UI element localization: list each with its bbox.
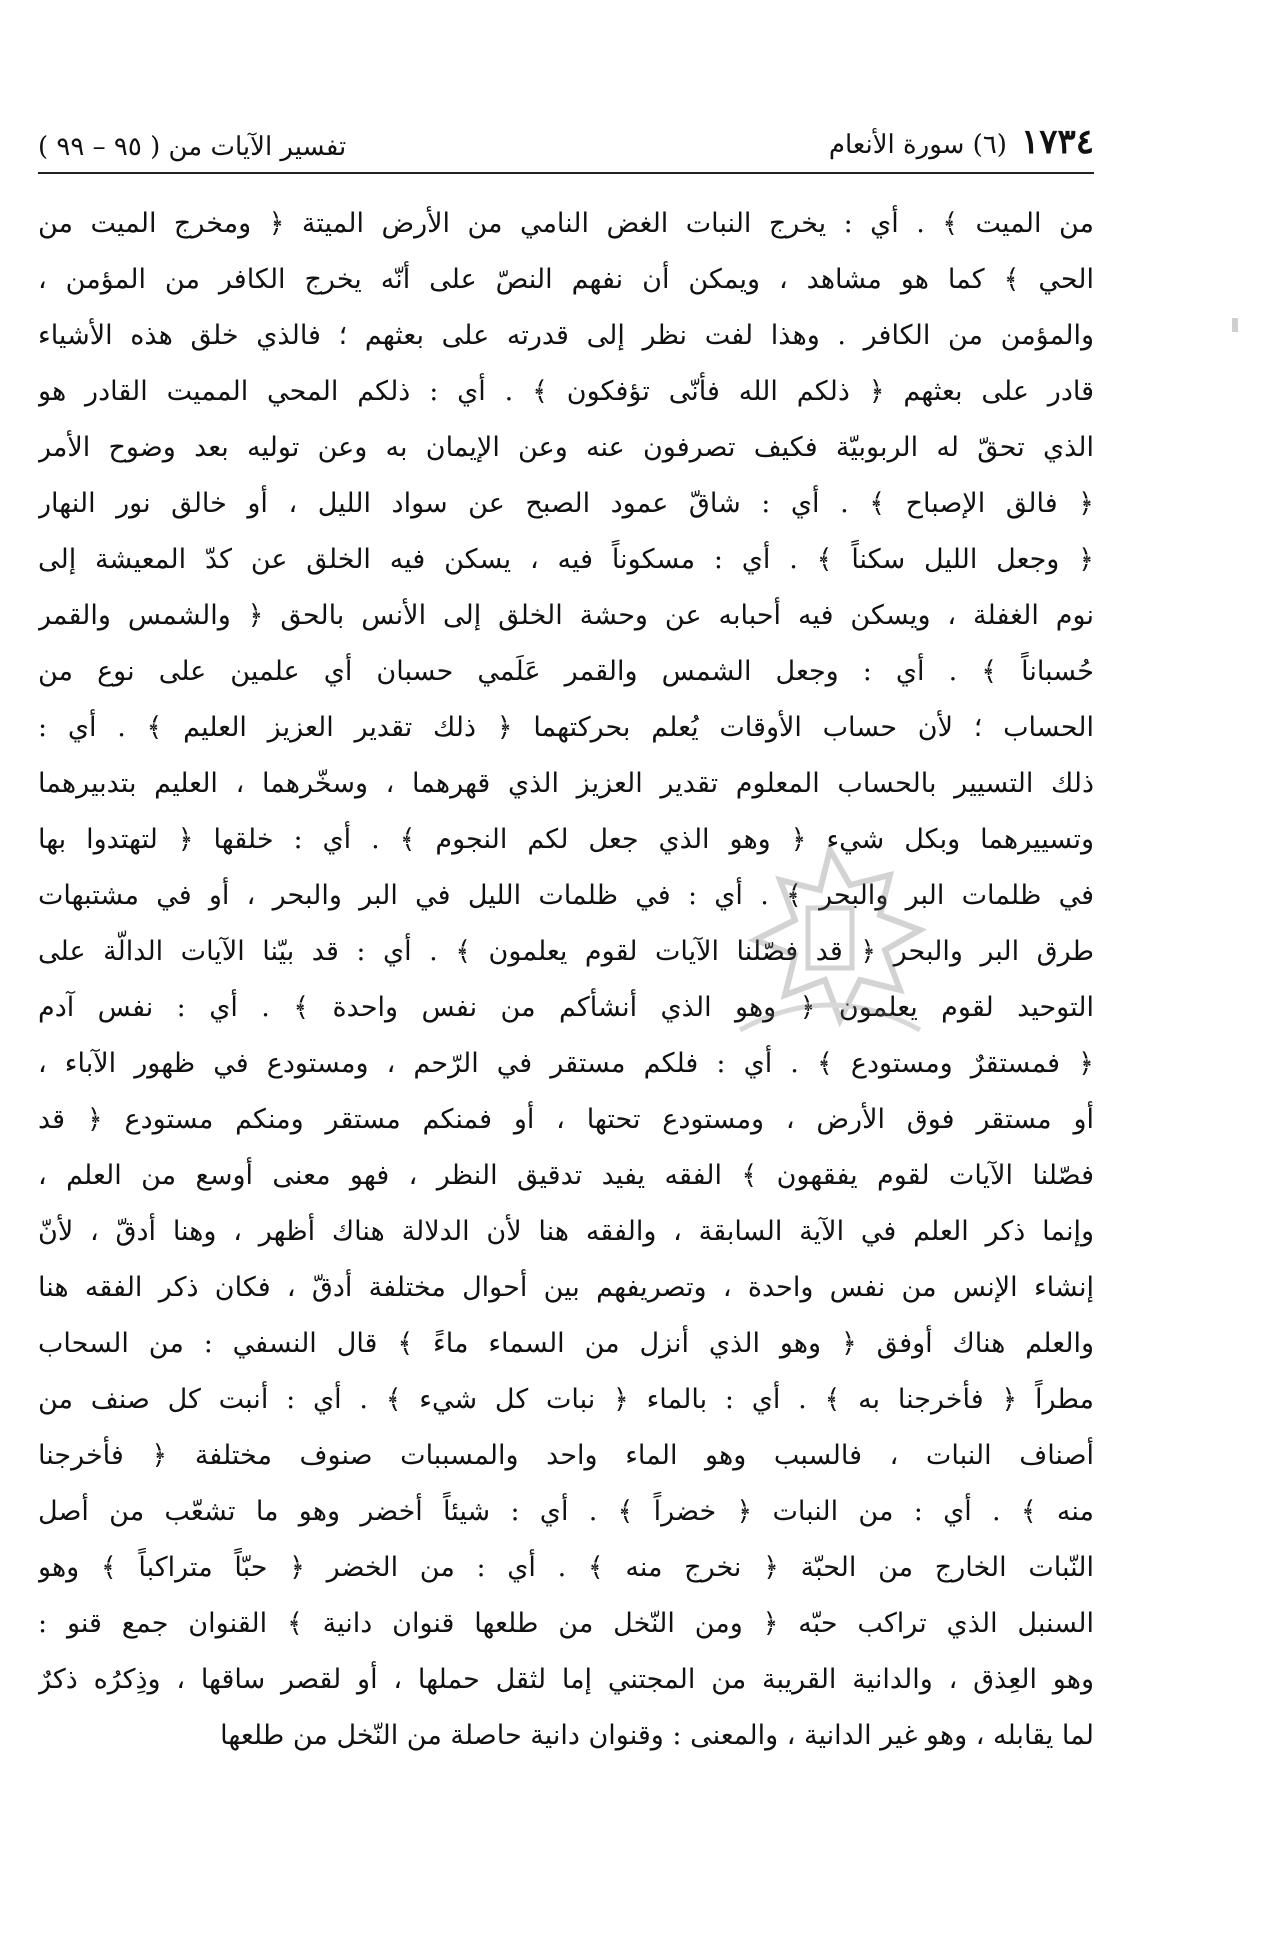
text-line: ذلك التسيير بالحساب المعلوم تقدير العزيز الذي قهرهما ، وسخّرهما ، العليم بتدبيرهما xyxy=(38,768,1094,799)
text-line: منه ﴾ . أي : من النبات ﴿ خضراً ﴾ . أي : شيئاً أخضر وهو ما تشعّب من أصل xyxy=(38,1496,1094,1527)
text-line: السنبل الذي تراكب حبّه ﴿ ومن النّخل من طلعها قنوان دانية ﴾ القنوان جمع قنو : xyxy=(38,1608,1094,1639)
text-line: التوحيد لقوم يعلمون ﴿ وهو الذي أنشأكم من نفس واحدة ﴾ . أي : نفس آدم xyxy=(38,992,1094,1023)
text-line: أو مستقر فوق الأرض ، ومستودع تحتها ، أو فمنكم مستقر ومنكم مستودع ﴿ قد xyxy=(38,1104,1094,1135)
text-line: النّبات الخارج من الحبّة ﴿ نخرج منه ﴾ . أي : من الخضر ﴿ حبّاً متراكباً ﴾ وهو xyxy=(38,1552,1094,1583)
text-line: والمؤمن من الكافر . وهذا لفت نظر إلى قدرته على بعثهم ؛ فالذي خلق هذه الأشياء xyxy=(38,320,1094,351)
text-line: ﴿ وجعل الليل سكناً ﴾ . أي : مسكوناً فيه ، يسكن فيه الخلق عن كدّ المعيشة إلى xyxy=(38,544,1094,575)
text-line: ﴿ فمستقرٌ ومستودع ﴾ . أي : فلكم مستقر في الرّحم ، ومستودع في ظهور الآباء ، xyxy=(38,1048,1094,1079)
header-rule xyxy=(38,172,1094,174)
text-line: الحي ﴾ كما هو مشاهد ، ويمكن أن نفهم النصّ على أنّه يخرج الكافر من المؤمن ، xyxy=(38,264,1094,295)
text-line: الذي تحقّ له الربوبيّة فكيف تصرفون عنه وعن الإيمان به وعن توليه بعد وضوح الأمر xyxy=(38,432,1094,463)
text-line: ﴿ فالق الإصباح ﴾ . أي : شاقّ عمود الصبح عن سواد الليل ، أو خالق نور النهار xyxy=(38,488,1094,519)
text-line: وهو العِذق ، والدانية القريبة من المجتني إما لثقل حملها ، أو لقصر ساقها ، وذِكرُه ذكرٌ xyxy=(38,1664,1094,1695)
surah-name: (٦) سورة الأنعام xyxy=(828,130,1007,160)
text-line: لما يقابله ، وهو غير الدانية ، والمعنى : وقنوان دانية حاصلة من النّخل من طلعها xyxy=(220,1720,1094,1751)
text-line: في ظلمات البر والبحر ﴾ . أي : في ظلمات الليل في البر والبحر ، أو في مشتبهات xyxy=(38,880,1094,911)
page-header xyxy=(38,122,1094,162)
text-line: أصناف النبات ، فالسبب وهو الماء واحد والمسببات صنوف مختلفة ﴿ فأخرجنا xyxy=(38,1440,1094,1471)
text-line: مطراً ﴿ فأخرجنا به ﴾ . أي : بالماء ﴿ نبات كل شيء ﴾ . أي : أنبت كل صنف من xyxy=(38,1384,1094,1415)
text-line: وإنما ذكر العلم في الآية السابقة ، والفقه هنا لأن الدلالة هناك أظهر ، وهنا أدقّ ، لأنّ xyxy=(38,1216,1094,1247)
page-body xyxy=(38,196,1094,1764)
text-line: فصّلنا الآيات لقوم يفقهون ﴾ الفقه يفيد تدقيق النظر ، فهو معنى أوسع من العلم ، xyxy=(38,1160,1094,1191)
page-number: ١٧٣٤ xyxy=(1020,122,1094,162)
text-line: نوم الغفلة ، ويسكن فيه أحبابه عن وحشة الخلق إلى الأنس بالحق ﴿ والشمس والقمر xyxy=(38,600,1094,631)
text-line: قادر على بعثهم ﴿ ذلكم الله فأنّى تؤفكون ﴾ . أي : ذلكم المحي المميت القادر هو xyxy=(38,376,1094,407)
text-line: حُسباناً ﴾ . أي : وجعل الشمس والقمر عَلَمي حسبان أي علمين على نوع من xyxy=(38,656,1094,687)
section-title: تفسير الآيات من ( ٩٥ – ٩٩ ) xyxy=(38,132,347,162)
header-right xyxy=(829,122,1094,162)
text-line: من الميت ﴾ . أي : يخرج النبات الغض النامي من الأرض الميتة ﴿ ومخرج الميت من xyxy=(38,208,1094,239)
text-line: إنشاء الإنس من نفس واحدة ، وتصريفهم بين أحوال مختلفة أدقّ ، فكان ذكر الفقه هنا xyxy=(38,1272,1094,1303)
text-line: والعلم هناك أوفق ﴿ وهو الذي أنزل من السماء ماءً ﴾ قال النسفي : من السحاب xyxy=(38,1328,1094,1359)
text-line: الحساب ؛ لأن حساب الأوقات يُعلم بحركتهما ﴿ ذلك تقدير العزيز العليم ﴾ . أي : xyxy=(38,712,1094,743)
text-line: طرق البر والبحر ﴿ قد فصّلنا الآيات لقوم يعلمون ﴾ . أي : قد بيّنا الآيات الدالّة على xyxy=(38,936,1094,967)
text-line: وتسييرهما وبكل شيء ﴿ وهو الذي جعل لكم النجوم ﴾ . أي : خلقها ﴿ لتهتدوا بها xyxy=(38,824,1094,855)
scan-mark xyxy=(1232,318,1238,332)
